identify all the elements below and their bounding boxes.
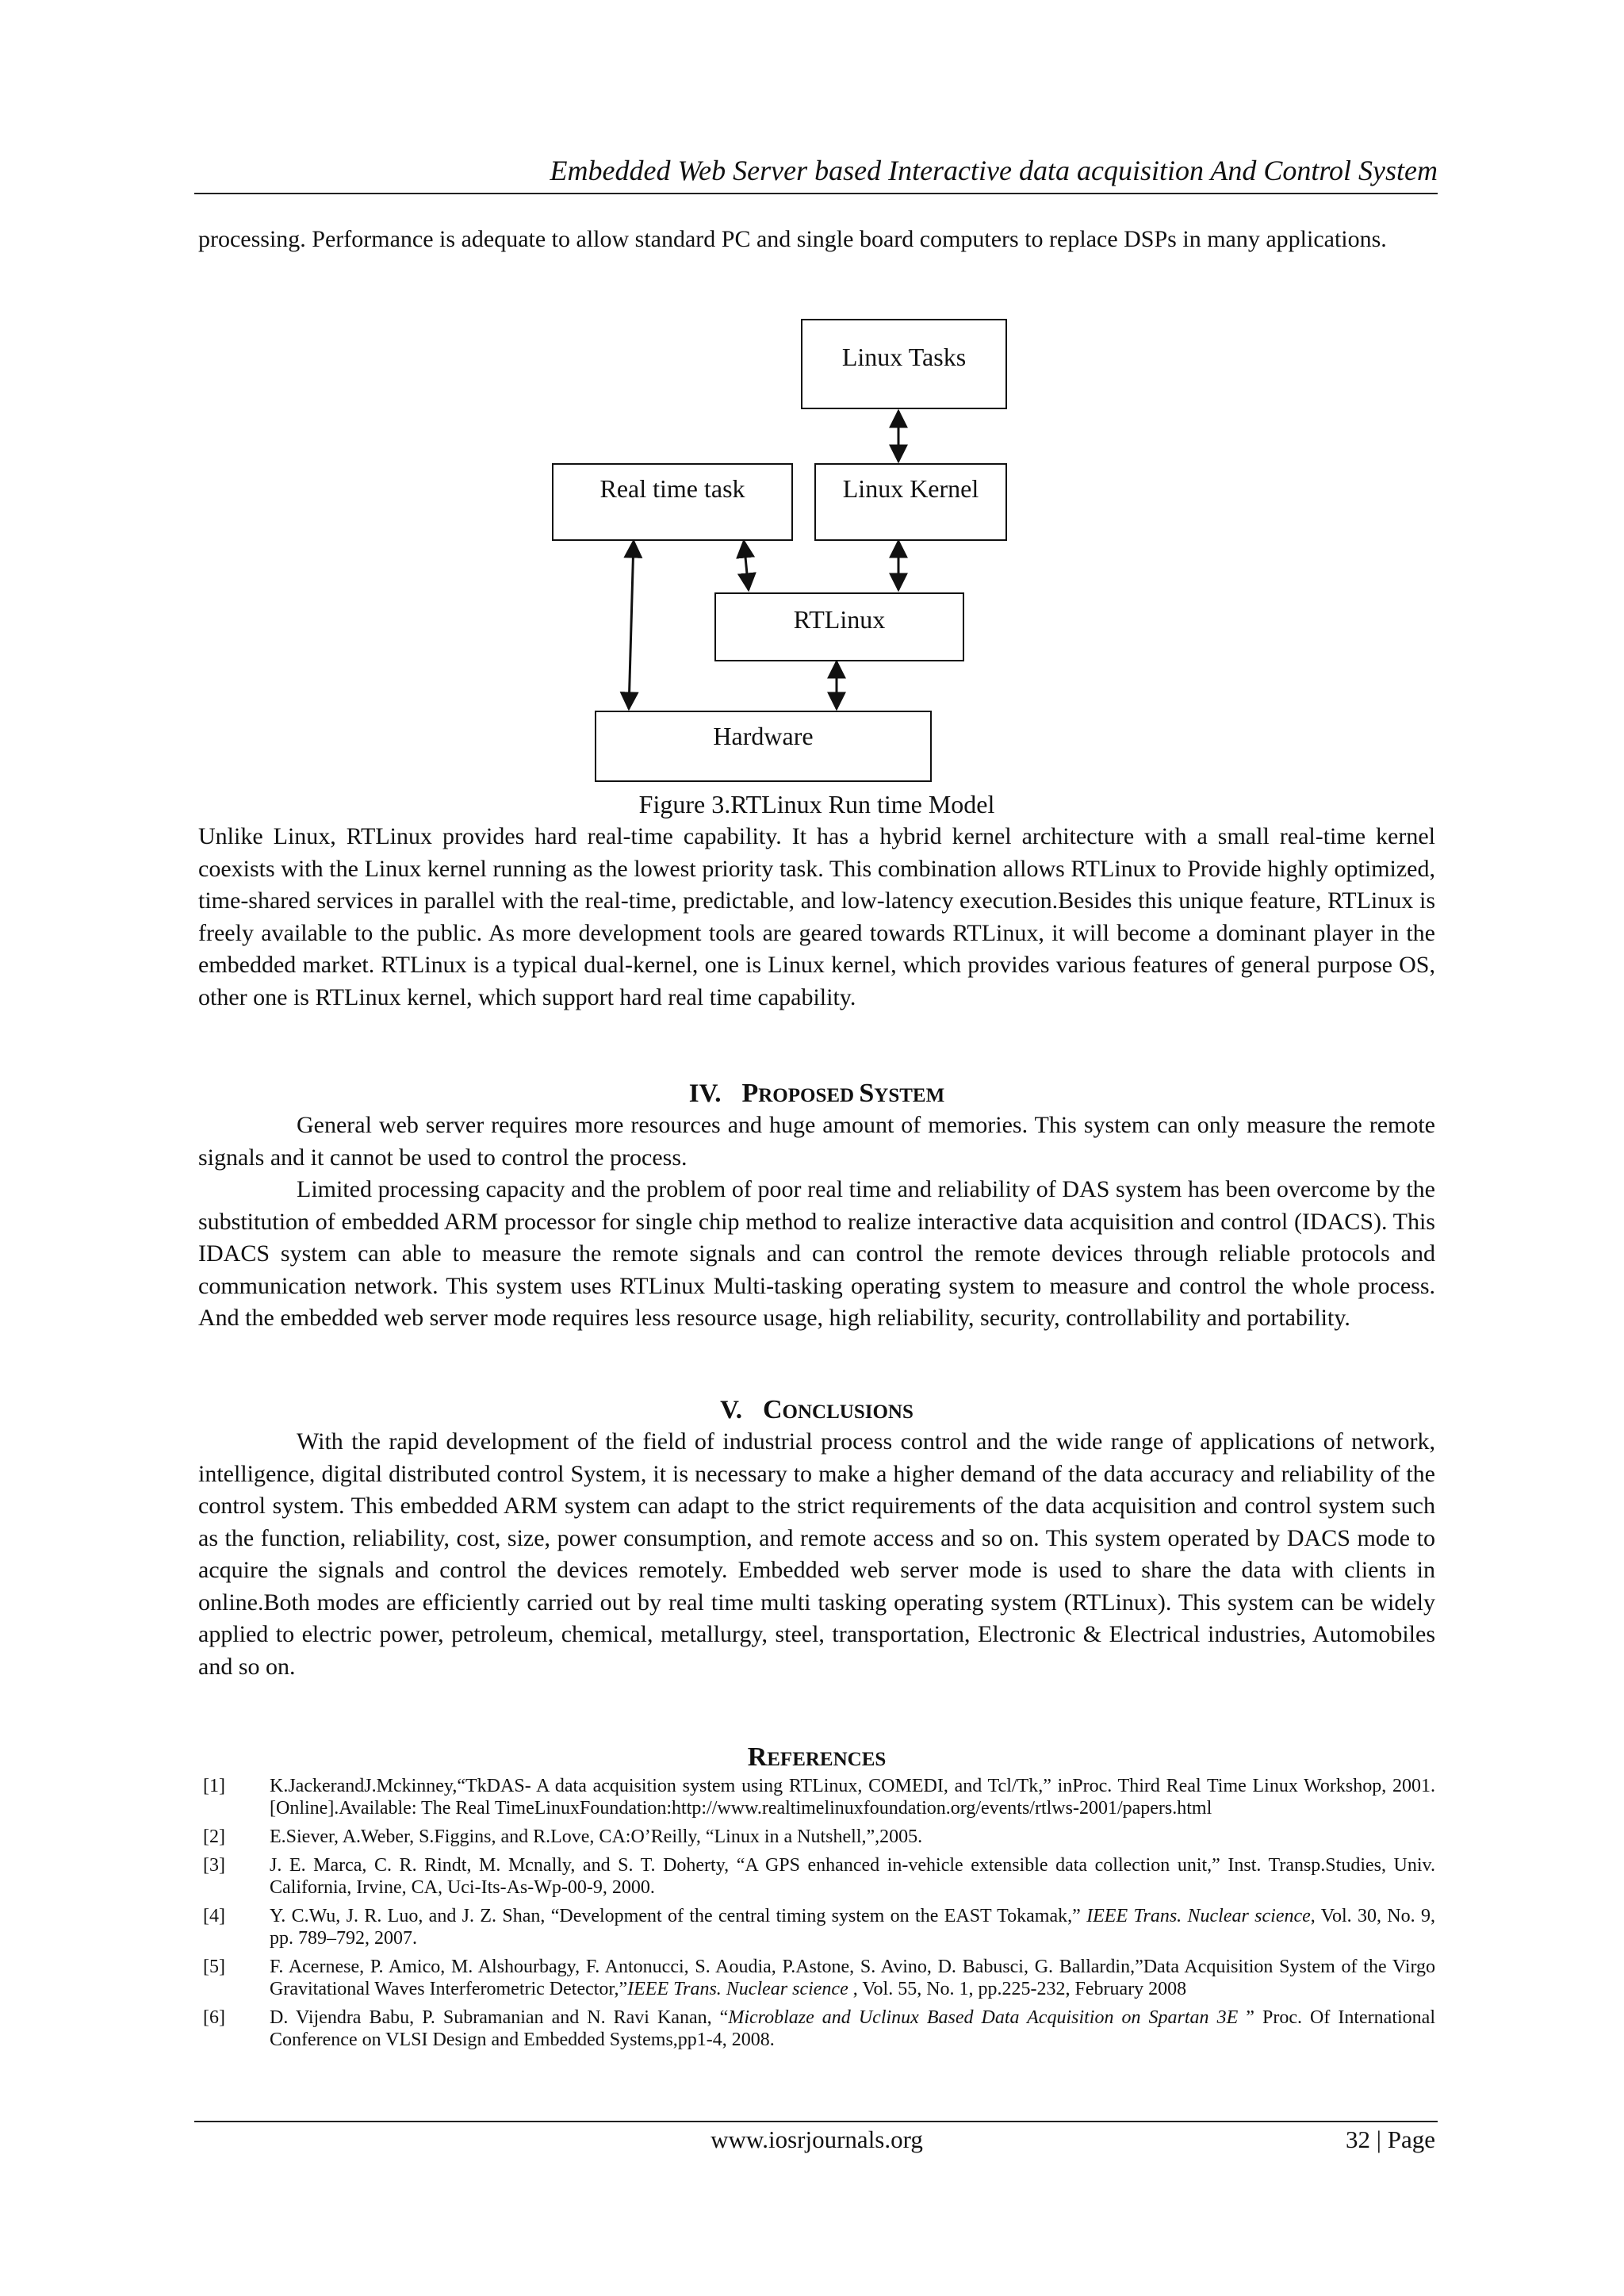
reference-item	[198, 1854, 1435, 1899]
reference-text-start: F. Acernese, P. Amico, M. Alshourbagy, F. Antonucci, S. Aoudia, P.Astone, S. Avino, D. Babusci, G. Ballardin,”Data Acquisition System of the Virgo Gravitational Waves Interferometric Detector,”	[270, 1957, 1435, 1999]
reference-number: [6]	[203, 2007, 225, 2028]
reference-journal: IEEE Trans. Nuclear science	[1086, 1906, 1311, 1926]
reference-number: [3]	[203, 1855, 225, 1876]
box-real-time-task	[552, 463, 793, 541]
reference-number: [4]	[203, 1906, 225, 1926]
section-4-title-initial-2: S	[859, 1079, 875, 1108]
reference-text: E.Siever, A.Weber, S.Figgins, and R.Love, CA:O’Reilly, “Linux in a Nutshell,”,2005.	[270, 1826, 923, 1847]
section-5-title-initial: C	[762, 1395, 783, 1424]
section-5-title-rest: ONCLUSIONS	[782, 1401, 914, 1423]
reference-text-end: , Vol. 55, No. 1, pp.225-232, February 2008	[848, 1979, 1187, 1999]
section-4-title-initial: P	[741, 1079, 759, 1108]
box-linux-kernel-label: Linux Kernel	[842, 474, 979, 503]
section-4-paragraph-1: General web server requires more resources and huge amount of memories. This system can only measure the remote signals and it cannot be used to control the process.	[198, 1112, 1435, 1171]
section-4-paragraph-2: Limited processing capacity and the problem of poor real time and reliability of DAS system has been overcome by the substitution of embedded ARM processor for single chip method to realize interactive data acquisition and control (IDACS). This IDACS system can able to measure the remote signals and can control the remote devices through reliable protocols and communication network. This system uses RTLinux Multi-tasking operating system to measure and control the whole process. And the embedded web server mode requires less resource usage, high reliability, security, controllability and portability.	[198, 1176, 1435, 1331]
footer-page-number: 32 | Page	[1346, 2125, 1435, 2153]
reference-number: [5]	[203, 1957, 225, 1977]
arrow-realtime-rtlinux	[744, 541, 749, 590]
section-4-heading	[198, 1078, 1435, 1112]
box-hardware	[595, 711, 932, 782]
reference-list	[198, 1775, 1435, 2057]
references-title-rest: EFERENCES	[767, 1749, 887, 1770]
footer-rule	[194, 2121, 1438, 2122]
reference-item	[198, 1956, 1435, 2000]
reference-number: [2]	[203, 1826, 225, 1847]
box-hardware-label: Hardware	[713, 722, 814, 750]
reference-journal: IEEE Trans. Nuclear science	[627, 1979, 848, 1999]
reference-text: J. E. Marca, C. R. Rindt, M. Mcnally, and S. T. Doherty, “A GPS enhanced in-vehicle extensible data collection unit,” Inst. Transp.Studies, Univ. California, Irvine, CA, Uci-Its-As-Wp-00-9, 2000.	[270, 1855, 1435, 1898]
section-4-title-rest-2: YSTEM	[874, 1085, 945, 1106]
header-rule	[194, 193, 1438, 194]
reference-text-end: , Vol. 30, No. 9, pp. 789–792, 2007.	[270, 1906, 1435, 1949]
reference-text-start: Y. C.Wu, J. R. Luo, and J. Z. Shan, “Development of the central timing system on the EAST Tokamak,”	[270, 1906, 1087, 1926]
section-5-heading	[198, 1394, 1435, 1428]
references-title-initial: R	[747, 1742, 768, 1772]
running-title: Embedded Web Server based Interactive data acquisition And Control System	[550, 155, 1438, 186]
reference-item	[198, 1775, 1435, 1819]
section-5-paragraph: With the rapid development of the field of industrial process control and the wide range of applications of network, intelligence, digital distributed control System, it is necessary to make a higher demand of the data accuracy and reliability of the control system. This embedded ARM system can adapt to the strict requirements of the data acquisition and control system such as the function, reliability, cost, size, power consumption, and remote access and so on. This system operated by DACS mode to acquire the signals and control the devices remotely. Embedded web server mode is used to share the data with clients in online.Both modes are efficiently carried out by real time multi tasking operating system (RTLinux). This system can be widely applied to electric power, petroleum, chemical, metallurgy, steel, transportation, Electronic & Electrical industries, Automobiles and so on.	[198, 1428, 1435, 1680]
box-linux-tasks	[801, 319, 1007, 409]
box-rtlinux-label: RTLinux	[793, 605, 886, 634]
reference-item	[198, 1826, 1435, 1848]
reference-text: K.JackerandJ.Mckinney,“TkDAS- A data acquisition system using RTLinux, COMEDI, and Tcl/Tk,” inProc. Third Real Time Linux Workshop, 2001. [Online].Available: The Real TimeLinuxFoundation:http://www.realtimelinuxfoundation.org/events/rtlws-2001/papers.html	[270, 1776, 1435, 1819]
reference-text-end: ” Proc. Of International Conference on VLSI Design and Embedded Systems,pp1-4, 2008.	[270, 2007, 1435, 2050]
section-4-number: IV.	[688, 1079, 722, 1108]
box-rtlinux	[714, 592, 964, 661]
references-heading	[198, 1742, 1435, 1776]
intro-paragraph: processing. Performance is adequate to allow standard PC and single board computers to replace DSPs in many applications.	[198, 226, 1387, 252]
reference-title: Microblaze and Uclinux Based Data Acquisition on Spartan 3E	[728, 2007, 1239, 2028]
section-4-title-rest: ROPOSED	[758, 1085, 860, 1106]
rtlinux-diagram	[0, 309, 1624, 801]
box-linux-kernel	[814, 463, 1007, 541]
reference-item	[198, 2007, 1435, 2051]
section-5-number: V.	[720, 1396, 742, 1424]
box-linux-tasks-label: Linux Tasks	[841, 343, 967, 371]
arrow-realtime-hardware	[629, 541, 634, 709]
footer-url: www.iosrjournals.org	[710, 2125, 923, 2153]
box-real-time-task-label: Real time task	[599, 474, 745, 503]
reference-item	[198, 1905, 1435, 1949]
rtlinux-paragraph: Unlike Linux, RTLinux provides hard real-time capability. It has a hybrid kernel architecture with a small real-time kernel coexists with the Linux kernel running as the lowest priority task. This combination allows RTLinux to Provide highly optimized, time-shared services in parallel with the real-time, predictable, and low-latency execution.Besides this unique feature, RTLinux is freely available to the public. As more development tools are geared towards RTLinux, it will become a dominant player in the embedded market. RTLinux is a typical dual-kernel, one is Linux kernel, which provides various features of general purpose OS, other one is RTLinux kernel, which support hard real time capability.	[198, 823, 1435, 1010]
reference-text-start: D. Vijendra Babu, P. Subramanian and N. Ravi Kanan, “	[270, 2007, 729, 2028]
figure-caption: Figure 3.RTLinux Run time Model	[638, 790, 995, 818]
reference-number: [1]	[203, 1776, 225, 1796]
